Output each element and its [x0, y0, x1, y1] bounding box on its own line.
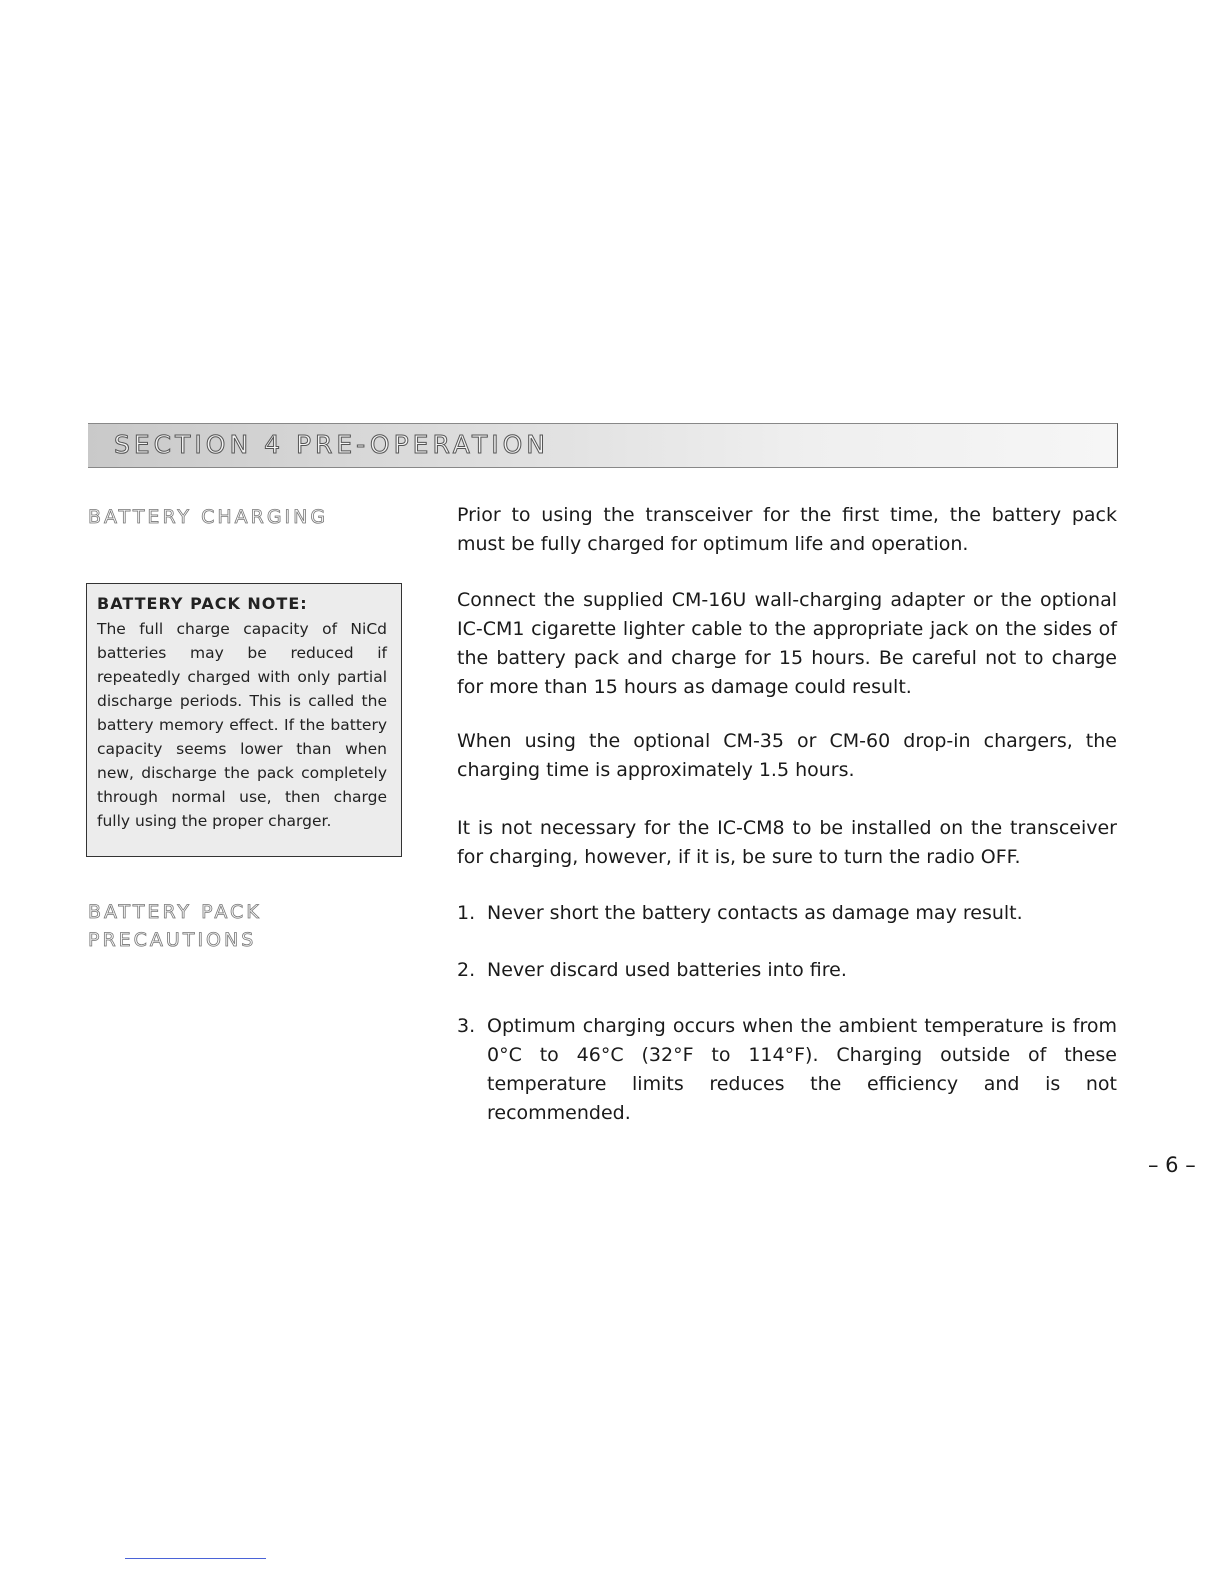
list-item-number: 1. — [457, 902, 476, 924]
connect-paragraph: Connect the supplied CM-16U wall-charging adapter or the optional IC-CM1 cigarette lighter cable to the appropriate jack on the sides of the battery pack and charge for 15 hours. Be careful not to charge for more than 15 hours as damage could result. — [457, 589, 1117, 698]
page-number: – 6 – — [1148, 1153, 1196, 1177]
list-item-text: Optimum charging occurs when the ambient temperature is from 0°C to 46°C (32°F to 114°F). Charging outside of these temperature limits reduces the efficiency and is not recommended. — [487, 1015, 1117, 1124]
bottom-rule — [125, 1558, 266, 1559]
drop-in-charger-paragraph: When using the optional CM-35 or CM-60 drop-in chargers, the charging time is approximately 1.5 hours. — [457, 730, 1117, 781]
list-item-text: Never short the battery contacts as damage may result. — [487, 902, 1023, 924]
list-item-number: 2. — [457, 959, 476, 981]
section-header-bar — [88, 423, 1118, 468]
battery-charging-heading: BATTERY CHARGING — [88, 506, 329, 528]
list-item-number: 3. — [457, 1015, 476, 1037]
section-title: SECTION 4 PRE-OPERATION — [114, 430, 549, 459]
battery-pack-precautions-heading-line1: BATTERY PACK — [88, 901, 262, 923]
ic-cm8-paragraph: It is not necessary for the IC-CM8 to be installed on the transceiver for charging, however, if it is, be sure to turn the radio OFF. — [457, 817, 1117, 868]
list-item — [457, 956, 1117, 985]
intro-paragraph: Prior to using the transceiver for the first time, the battery pack must be fully charged for optimum life and operation. — [457, 504, 1117, 555]
list-item-text: Never discard used batteries into fire. — [487, 959, 847, 981]
battery-pack-precautions-heading-line2: PRECAUTIONS — [88, 929, 257, 951]
note-text: The full charge capacity of NiCd batteries may be reduced if repeatedly charged with only partial discharge periods. This is called the battery memory effect. If the battery capacity seems lower than when new, discharge the pack completely through normal use, then charge fully using the proper charger. — [97, 620, 387, 830]
note-title: BATTERY PACK NOTE: — [97, 594, 308, 613]
list-item — [457, 1012, 1117, 1128]
battery-pack-note-box — [86, 583, 402, 857]
list-item — [457, 899, 1117, 928]
